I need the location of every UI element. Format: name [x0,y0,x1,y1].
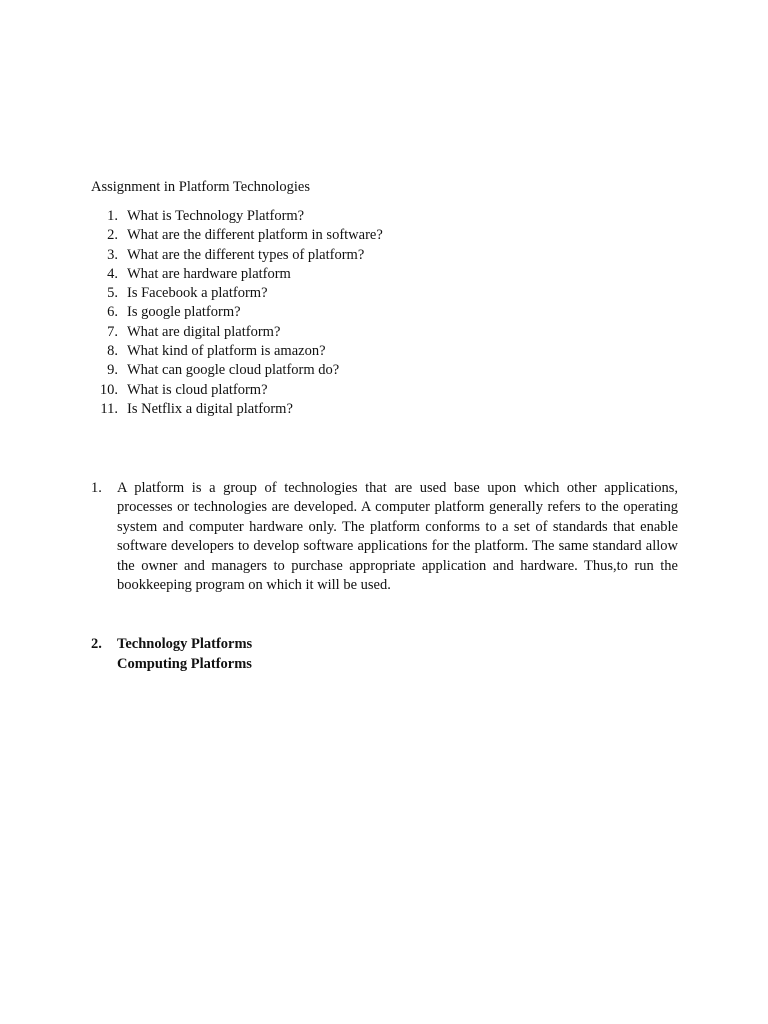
answer-2-lines [117,634,252,674]
answer-2-line: Technology Platforms [117,636,253,652]
question-number: 2. [107,227,118,244]
question-number: 9. [107,362,118,379]
question-text: What is cloud platform? [127,381,268,398]
document-title: Assignment in Platform Technologies [91,179,311,195]
question-text: What are the different types of platform? [127,246,365,263]
question-item [91,342,383,361]
question-item [91,303,383,322]
question-item [91,246,383,265]
answer-1-number: 1. [91,480,102,496]
question-text: What can google cloud platform do? [127,362,340,379]
question-number: 6. [107,304,118,321]
answer-2-line: Computing Platforms [117,656,252,672]
question-number: 1. [107,208,118,224]
question-item [91,400,383,419]
question-item [91,361,383,380]
question-number: 5. [107,285,118,302]
question-item [91,323,383,342]
question-item [91,381,383,400]
question-number: 8. [107,343,118,360]
question-item [91,226,383,245]
question-text: What is Technology Platform? [127,208,305,224]
question-number: 4. [107,265,118,282]
answer-2 [91,634,252,674]
question-text: What kind of platform is amazon? [127,343,326,360]
question-number: 7. [107,323,118,340]
question-text: Is Netflix a digital platform? [127,400,293,417]
answer-1 [91,479,678,595]
question-item [91,284,383,303]
question-text: What are hardware platform [127,265,291,282]
question-text: What are the different platform in software? [127,227,383,244]
question-item [91,207,383,226]
question-number: 11. [100,400,118,417]
answer-1-paragraph: A platform is a group of technologies that are used base upon which other applications, processes or technologies are developed. A computer platform generally refers to the operating system and computer hardware only. The platform conforms to a set of standards that enable software developers to develop software applications for the platform. The same standard allow the owner and managers to purchase appropriate application and hardware. Thus,to run the bookkeeping program on which it will be used. [117,480,678,594]
question-number: 10. [99,381,118,398]
answer-2-number: 2. [91,636,102,652]
question-list [91,207,383,419]
question-text: Is Facebook a platform? [127,285,268,302]
question-number: 3. [107,246,118,263]
question-text: What are digital platform? [127,323,281,340]
question-text: Is google platform? [127,304,241,321]
question-item [91,265,383,284]
